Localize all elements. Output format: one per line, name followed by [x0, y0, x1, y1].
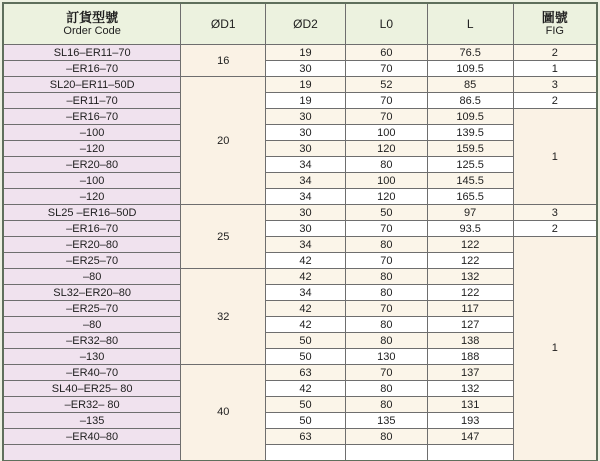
d2-cell: 30 — [266, 205, 346, 221]
d2-cell: 50 — [266, 349, 346, 365]
fig-header-en: FIG — [545, 25, 564, 37]
table-row — [3, 125, 597, 141]
l-cell: 85 — [427, 77, 513, 93]
order-code-cell: SL16–ER11–70 — [3, 45, 181, 61]
l0-cell: 80 — [345, 285, 427, 301]
l-cell: 132 — [427, 381, 513, 397]
l0-cell: 135 — [345, 413, 427, 429]
l0-cell: 80 — [345, 397, 427, 413]
order-code-cell: SL40–ER25– 80 — [3, 381, 181, 397]
table-row — [3, 173, 597, 189]
table-row — [3, 45, 597, 61]
table-row — [3, 445, 597, 461]
l-cell: 145.5 — [427, 173, 513, 189]
table-row — [3, 301, 597, 317]
d2-cell: 30 — [266, 61, 346, 77]
order-code-cell: –80 — [3, 269, 181, 285]
table-row — [3, 77, 597, 93]
l0-cell: 70 — [345, 221, 427, 237]
table-row — [3, 349, 597, 365]
order-code-cell: SL32–ER20–80 — [3, 285, 181, 301]
d2-cell: 42 — [266, 301, 346, 317]
table-row — [3, 109, 597, 125]
table-row — [3, 93, 597, 109]
d2-cell: 50 — [266, 333, 346, 349]
order-code-cell: –ER16–70 — [3, 61, 181, 77]
table-row — [3, 157, 597, 173]
table-body — [3, 45, 597, 461]
d2-cell: 19 — [266, 93, 346, 109]
order-code-cell: –ER25–70 — [3, 253, 181, 269]
table-row — [3, 429, 597, 445]
d2-cell: 19 — [266, 77, 346, 93]
fig-cell: 2 — [513, 45, 597, 61]
l-cell — [427, 445, 513, 461]
l-cell: 137 — [427, 365, 513, 381]
order-code-cell: –ER40–80 — [3, 429, 181, 445]
table-row — [3, 413, 597, 429]
d2-cell: 50 — [266, 413, 346, 429]
col-header-fig — [513, 3, 597, 45]
fig-cell: 1 — [513, 61, 597, 77]
l-cell: 109.5 — [427, 61, 513, 77]
order-code-cell: –135 — [3, 413, 181, 429]
l0-cell: 80 — [345, 317, 427, 333]
table-row — [3, 333, 597, 349]
table-row — [3, 221, 597, 237]
order-code-cell: –ER20–80 — [3, 157, 181, 173]
l0-cell: 70 — [345, 301, 427, 317]
d2-cell: 42 — [266, 269, 346, 285]
l-cell: 86.5 — [427, 93, 513, 109]
order-code-cell: SL20–ER11–50D — [3, 77, 181, 93]
l-cell: 147 — [427, 429, 513, 445]
l0-cell: 80 — [345, 157, 427, 173]
order-code-cell: –ER20–80 — [3, 237, 181, 253]
fig-cell: 1 — [513, 109, 597, 205]
table-header — [3, 3, 597, 45]
order-code-cell: –120 — [3, 141, 181, 157]
order-code-cell: –ER16–70 — [3, 109, 181, 125]
fig-cell: 1 — [513, 237, 597, 461]
l0-cell: 50 — [345, 205, 427, 221]
l-cell: 127 — [427, 317, 513, 333]
d1-group-cell: 25 — [181, 205, 266, 269]
d2-cell: 42 — [266, 317, 346, 333]
fig-cell: 2 — [513, 221, 597, 237]
l-cell: 125.5 — [427, 157, 513, 173]
d1-group-cell: 40 — [181, 365, 266, 461]
header-row — [3, 3, 597, 45]
l0-cell: 70 — [345, 365, 427, 381]
order-code-cell: –ER16–70 — [3, 221, 181, 237]
d2-cell: 19 — [266, 45, 346, 61]
d1-group-cell: 16 — [181, 45, 266, 77]
d1-group-cell: 20 — [181, 77, 266, 205]
col-header-order-code — [3, 3, 181, 45]
col-header-l0: L0 — [345, 3, 427, 45]
table-row — [3, 285, 597, 301]
l0-cell: 52 — [345, 77, 427, 93]
d2-cell: 30 — [266, 221, 346, 237]
l-cell: 193 — [427, 413, 513, 429]
fig-cell: 3 — [513, 77, 597, 93]
order-code-cell: –ER40–70 — [3, 365, 181, 381]
d2-cell: 50 — [266, 397, 346, 413]
table-row — [3, 269, 597, 285]
d2-cell — [266, 445, 346, 461]
order-code-cell: –100 — [3, 125, 181, 141]
l-cell: 122 — [427, 237, 513, 253]
l-cell: 138 — [427, 333, 513, 349]
l0-cell: 80 — [345, 333, 427, 349]
d2-cell: 30 — [266, 141, 346, 157]
d2-cell: 34 — [266, 285, 346, 301]
col-header-d1: ØD1 — [181, 3, 266, 45]
d2-cell: 34 — [266, 237, 346, 253]
l0-cell: 130 — [345, 349, 427, 365]
l-cell: 93.5 — [427, 221, 513, 237]
order-code-cell: –130 — [3, 349, 181, 365]
table-row — [3, 237, 597, 253]
l0-cell: 60 — [345, 45, 427, 61]
l0-cell: 80 — [345, 269, 427, 285]
d2-cell: 63 — [266, 365, 346, 381]
table-row — [3, 61, 597, 77]
d2-cell: 34 — [266, 157, 346, 173]
l-cell: 165.5 — [427, 189, 513, 205]
d2-cell: 34 — [266, 173, 346, 189]
table-row — [3, 189, 597, 205]
spec-table — [2, 2, 598, 461]
l0-cell: 70 — [345, 93, 427, 109]
l0-cell: 80 — [345, 381, 427, 397]
d1-group-cell: 32 — [181, 269, 266, 365]
table-row — [3, 253, 597, 269]
d2-cell: 30 — [266, 125, 346, 141]
order-code-header-en: Order Code — [63, 25, 121, 37]
d2-cell: 34 — [266, 189, 346, 205]
l-cell: 109.5 — [427, 109, 513, 125]
l-cell: 76.5 — [427, 45, 513, 61]
order-code-cell: –ER11–70 — [3, 93, 181, 109]
l0-cell: 120 — [345, 189, 427, 205]
order-code-cell — [3, 445, 181, 461]
l0-cell — [345, 445, 427, 461]
l-cell: 117 — [427, 301, 513, 317]
l0-cell: 70 — [345, 109, 427, 125]
order-code-cell: –ER32– 80 — [3, 397, 181, 413]
l0-cell: 100 — [345, 125, 427, 141]
d2-cell: 63 — [266, 429, 346, 445]
table-row — [3, 397, 597, 413]
d2-cell: 42 — [266, 253, 346, 269]
l0-cell: 80 — [345, 237, 427, 253]
order-code-cell: –120 — [3, 189, 181, 205]
l0-cell: 70 — [345, 61, 427, 77]
table-row — [3, 365, 597, 381]
fig-header-zh: 圖號 — [541, 10, 568, 25]
col-header-l: L — [427, 3, 513, 45]
table-row — [3, 205, 597, 221]
order-code-cell: –ER32–80 — [3, 333, 181, 349]
l0-cell: 100 — [345, 173, 427, 189]
col-header-d2: ØD2 — [266, 3, 346, 45]
order-code-header-zh: 訂貨型號 — [66, 10, 119, 25]
order-code-cell: SL25 –ER16–50D — [3, 205, 181, 221]
l-cell: 131 — [427, 397, 513, 413]
table-row — [3, 141, 597, 157]
l-cell: 122 — [427, 253, 513, 269]
order-code-cell: –ER25–70 — [3, 301, 181, 317]
d2-cell: 42 — [266, 381, 346, 397]
l0-cell: 70 — [345, 253, 427, 269]
l-cell: 139.5 — [427, 125, 513, 141]
fig-cell: 3 — [513, 205, 597, 221]
fig-cell: 2 — [513, 93, 597, 109]
l-cell: 97 — [427, 205, 513, 221]
l-cell: 132 — [427, 269, 513, 285]
l-cell: 188 — [427, 349, 513, 365]
d2-cell: 30 — [266, 109, 346, 125]
order-code-cell: –80 — [3, 317, 181, 333]
l-cell: 159.5 — [427, 141, 513, 157]
table-row — [3, 317, 597, 333]
l0-cell: 80 — [345, 429, 427, 445]
l0-cell: 120 — [345, 141, 427, 157]
l-cell: 122 — [427, 285, 513, 301]
table-row — [3, 381, 597, 397]
order-code-cell: –100 — [3, 173, 181, 189]
